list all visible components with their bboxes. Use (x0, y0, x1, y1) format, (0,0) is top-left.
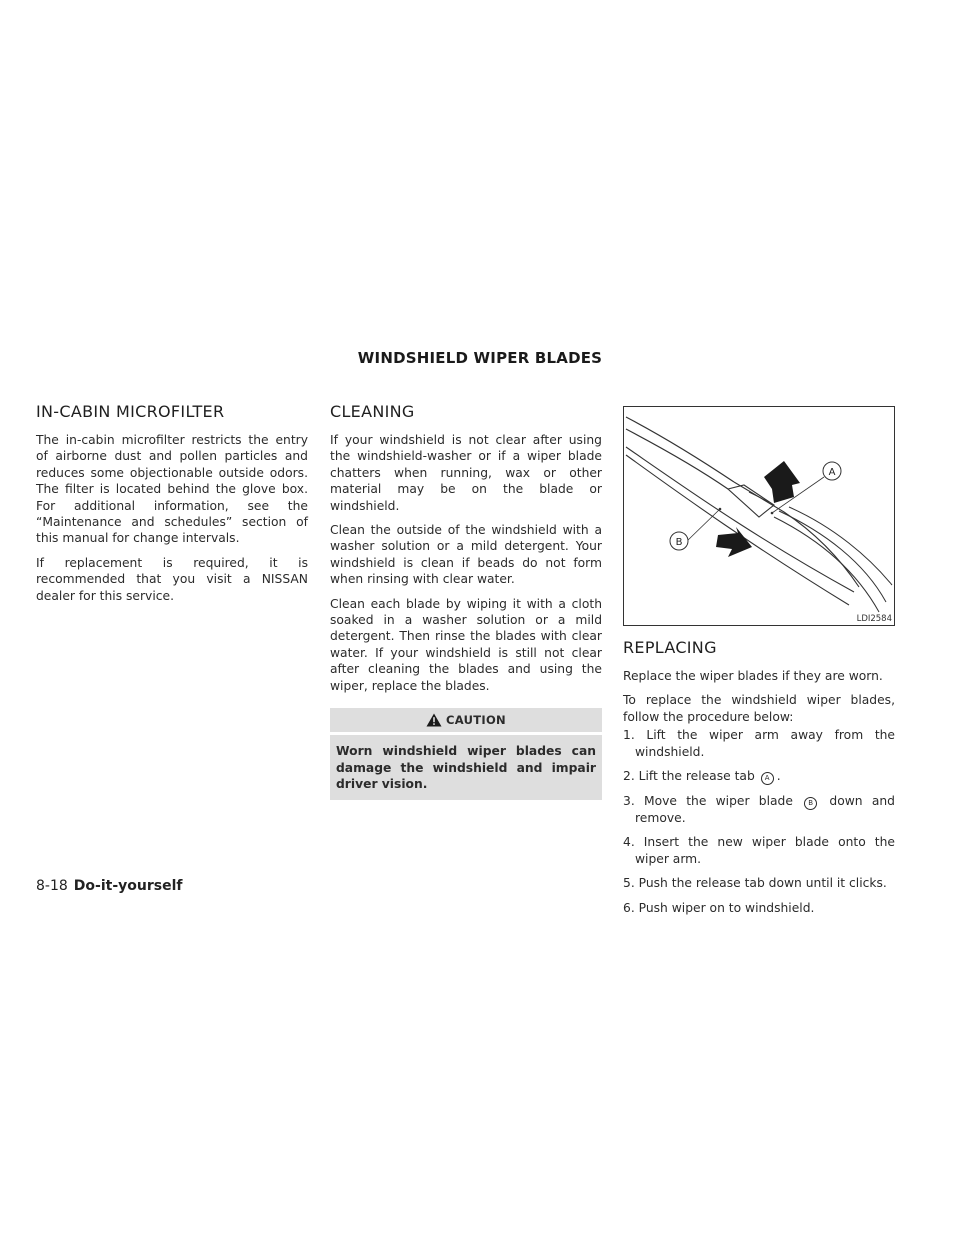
wiper-blade-illustration (623, 406, 895, 626)
microfilter-heading: IN-CABIN MICROFILTER (36, 402, 225, 421)
replacing-section (623, 636, 895, 924)
up-arrow-icon (764, 461, 800, 503)
warning-icon (426, 713, 442, 727)
page-footer (36, 878, 182, 894)
step-text: . (776, 769, 781, 784)
step-item (623, 768, 895, 785)
step-text: 2. Lift the release tab (623, 769, 755, 784)
caution-header (330, 708, 602, 732)
microfilter-column (36, 400, 308, 612)
replacing-paragraph-2: To replace the windshield wiper blades, follow the procedure below: (623, 693, 895, 724)
replacement-steps (623, 727, 895, 916)
cleaning-paragraph-3: Clean each blade by wiping it with a cloth soaked in a washer solution or a mild detergent. Then rinse the blades with clear water. If your windshield is still not clear after cleaning the blades and using the wiper, replace the blades. (330, 596, 602, 693)
chapter-name: Do-it-yourself (73, 878, 183, 894)
cleaning-paragraph-1: If your windshield is not clear after using the windshield-washer or if a wiper blade chatters when running, wax or other material may be on the blade or windshield. (330, 433, 602, 513)
cleaning-paragraph-2: Clean the outside of the windshield with a washer solution or a mild detergent. Your windshield is clean if beads do not form when rinsing with clear water. (330, 523, 602, 587)
cleaning-heading: CLEANING (330, 402, 415, 421)
replacing-heading: REPLACING (623, 638, 717, 657)
step-item: 6. Push wiper on to windshield. (623, 900, 815, 915)
step-item: 1. Lift the wiper arm away from the windshield. (623, 728, 895, 759)
callout-b-label: B (675, 537, 683, 548)
replacing-paragraph-1: Replace the wiper blades if they are worn. (623, 669, 883, 683)
caution-label: CAUTION (446, 713, 506, 728)
figure-code: LDI2584 (856, 614, 892, 624)
step-item (623, 793, 895, 826)
page-number: 8-18 (36, 878, 68, 894)
microfilter-paragraph-2: If replacement is required, it is recommended that you visit a NISSAN dealer for this service. (36, 555, 308, 603)
section-title: WINDSHIELD WIPER BLADES (357, 349, 603, 367)
microfilter-paragraph-1: The in-cabin microfilter restricts the entry of airborne dust and pollen particles and reduces some objectionable outside odors. The filter is located behind the glove box. For additional information, see the “Maintenance and schedules” section of this manual for change intervals. (36, 433, 308, 546)
caution-text: Worn windshield wiper blades can damage the windshield and impair driver vision. (330, 735, 602, 800)
cleaning-column (330, 400, 602, 800)
callout-b-marker: B (804, 797, 817, 810)
step-item: 5. Push the release tab down until it clicks. (623, 876, 887, 891)
step-text: 3. Move the wiper blade (623, 794, 793, 809)
step-item: 4. Insert the new wiper blade onto the wiper arm. (623, 835, 895, 866)
step-text: down and remove. (635, 794, 895, 826)
callout-a-label: A (828, 467, 836, 478)
callout-a-marker: A (761, 772, 774, 785)
wiper-diagram (624, 407, 894, 625)
